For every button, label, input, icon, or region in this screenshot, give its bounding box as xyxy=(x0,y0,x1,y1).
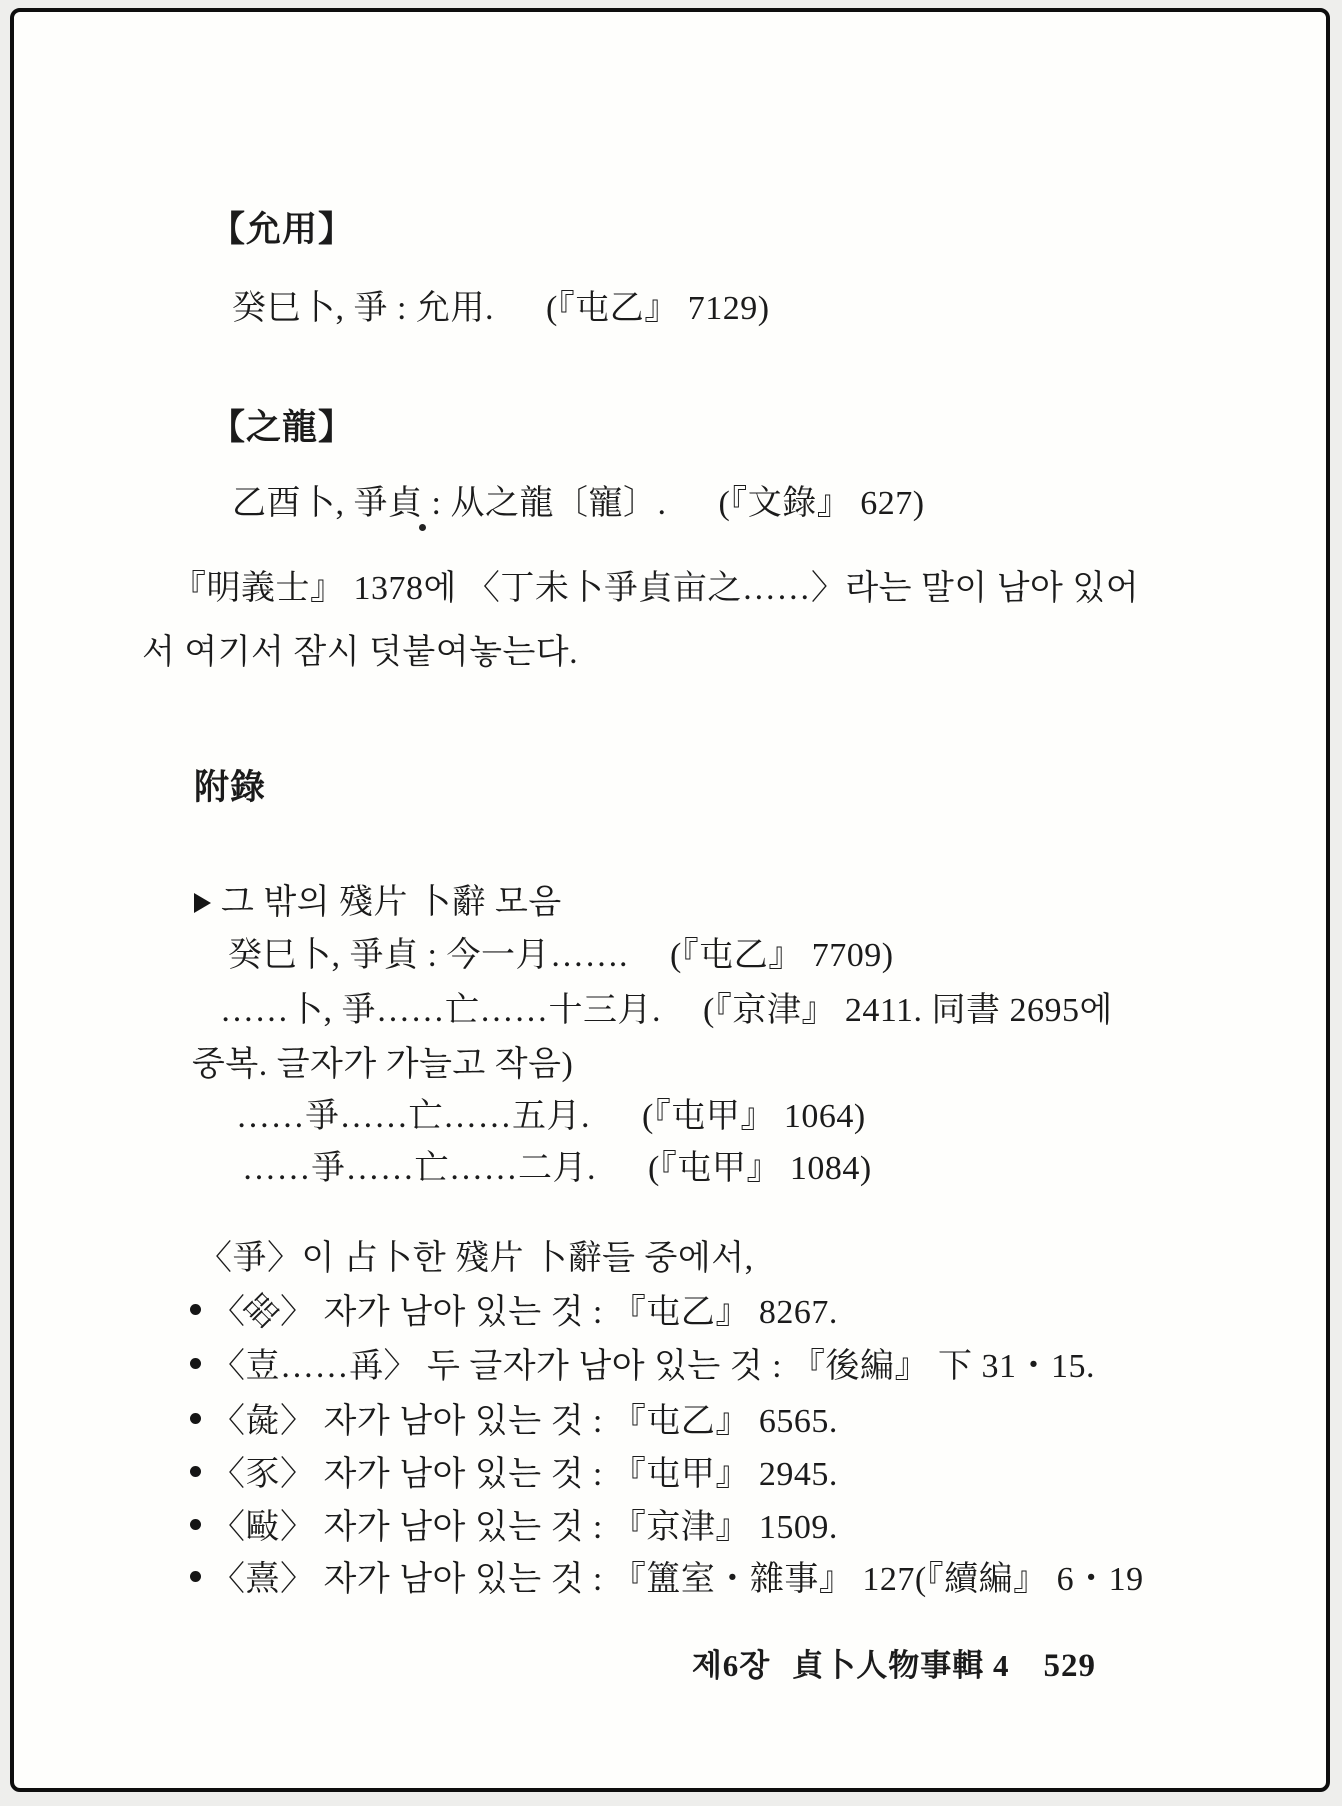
appendix-entry-line xyxy=(220,982,1113,1031)
bullet-icon xyxy=(190,1519,201,1530)
entry-text: ……卜, 爭……亡……十三月. xyxy=(220,992,661,1029)
page-footer xyxy=(692,1640,1096,1685)
fragment-text: 〉 자가 남아 있는 것 : 『簠室・雜事』 127(『續編』 6・19 xyxy=(280,1561,1144,1598)
oracle-glyph: 敺 xyxy=(245,1509,280,1546)
fragment-text: 〉 자가 남아 있는 것 : 『屯乙』 8267. xyxy=(280,1294,838,1331)
entry-text: 癸巳卜, 爭貞 : 今一月……. xyxy=(228,937,628,974)
angle-open: 〈 xyxy=(211,1509,246,1546)
bullet-icon xyxy=(190,1466,201,1477)
angle-open: 〈 xyxy=(211,1456,246,1493)
fragment-item xyxy=(190,1551,1144,1600)
fragment-text: ……爯〉 두 글자가 남아 있는 것 : 『後編』 下 31・15. xyxy=(280,1348,1096,1385)
bullet-icon xyxy=(190,1571,201,1582)
fragment-text: 〉 자가 남아 있는 것 : 『屯乙』 6565. xyxy=(280,1403,838,1440)
appendix-entry-line xyxy=(236,1088,866,1137)
oracle-entry-line xyxy=(232,475,925,524)
oracle-glyph: 壴 xyxy=(245,1348,280,1385)
entry-text: ……爭……亡……二月. xyxy=(242,1150,596,1187)
oracle-entry-line xyxy=(232,280,770,329)
note-paragraph-line1: 『明義士』 1378에 〈丁未卜爭貞亩之……〉라는 말이 남아 있어 xyxy=(172,570,1140,607)
fragment-text: 〉 자가 남아 있는 것 : 『屯甲』 2945. xyxy=(280,1456,838,1493)
angle-open: 〈 xyxy=(211,1403,246,1440)
ink-speck xyxy=(419,524,426,531)
oracle-glyph: 熹 xyxy=(245,1561,280,1598)
appendix-subheading-row xyxy=(194,874,562,923)
appendix-entry-line xyxy=(242,1140,872,1189)
triangle-marker-icon xyxy=(194,893,211,913)
fragment-item xyxy=(190,1393,838,1442)
appendix-heading: 附錄 xyxy=(194,768,267,807)
entry-source: (『屯甲』 1084) xyxy=(648,1150,872,1187)
fragment-item xyxy=(190,1499,838,1548)
section-heading-yunyong: 【允用】 xyxy=(210,210,355,249)
bullet-icon xyxy=(190,1413,201,1424)
bullet-icon xyxy=(190,1358,201,1369)
oracle-entry-source: (『文錄』 627) xyxy=(718,485,925,522)
oracle-entry-text: 乙酉卜, 爭貞 : 从之龍〔寵〕. xyxy=(232,485,667,522)
oracle-glyph: 㗊 xyxy=(236,1287,284,1335)
angle-open: 〈 xyxy=(211,1561,246,1598)
fragment-item xyxy=(190,1338,1095,1387)
angle-open: 〈 xyxy=(211,1294,246,1331)
oracle-glyph: 豕 xyxy=(245,1456,280,1493)
angle-open: 〈 xyxy=(211,1348,246,1385)
appendix-entry-line xyxy=(228,927,894,976)
footer-book-title: 貞卜人物事輯 4 xyxy=(792,1648,1010,1683)
entry-text: ……爭……亡……五月. xyxy=(236,1098,590,1135)
note-paragraph-line2: 서 여기서 잠시 덧붙여놓는다. xyxy=(142,634,579,671)
appendix-entry-line xyxy=(192,1036,573,1085)
entry-source: (『屯乙』 7709) xyxy=(669,937,894,974)
oracle-glyph: 彘 xyxy=(245,1403,280,1440)
page-border-frame xyxy=(10,8,1330,1792)
footer-page-number: 529 xyxy=(1043,1648,1096,1684)
section-heading-jiryong: 【之龍】 xyxy=(210,408,355,447)
oracle-entry-source: (『屯乙』 7129) xyxy=(545,290,770,327)
footer-chapter: 제6장 xyxy=(691,1648,771,1683)
entry-source: (『屯甲』 1064) xyxy=(642,1098,866,1135)
appendix-subheading: 그 밖의 殘片 卜辭 모음 xyxy=(221,884,562,921)
fragment-item xyxy=(190,1284,838,1333)
bullet-icon xyxy=(190,1304,201,1315)
oracle-entry-text: 癸巳卜, 爭 : 允用. xyxy=(232,290,494,327)
entry-source: (『京津』 2411. 同書 2695에 xyxy=(703,992,1113,1029)
fragment-intro: 〈爭〉이 占卜한 殘片 卜辭들 중에서, xyxy=(198,1240,754,1277)
fragment-text: 〉 자가 남아 있는 것 : 『京津』 1509. xyxy=(280,1509,838,1546)
fragment-item xyxy=(190,1446,838,1495)
entry-text: 중복. 글자가 가늘고 작음) xyxy=(192,1046,574,1083)
